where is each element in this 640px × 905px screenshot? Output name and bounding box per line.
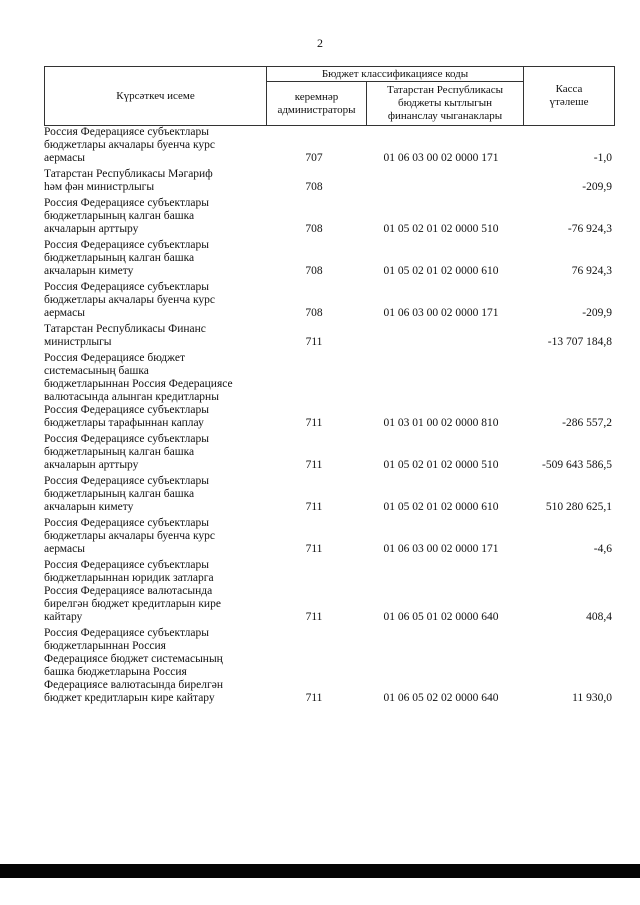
header-source-line-1: Татарстан Республикасы	[387, 84, 503, 96]
indicator-name-line: кайтару	[44, 611, 83, 623]
table-row	[44, 517, 614, 556]
indicator-name-line: аермасы	[44, 543, 85, 555]
header-deficit-sources	[367, 82, 524, 126]
indicator-name-line: бюджетларының калган башка	[44, 210, 195, 222]
indicator-name	[44, 517, 262, 556]
indicator-name-line: акчаларын арттыру	[44, 223, 139, 235]
indicator-name-line: аермасы	[44, 307, 85, 319]
indicator-name-line: бюджетларының калган башка	[44, 488, 195, 500]
indicator-name	[44, 433, 262, 472]
cash-execution-amount: -1,0	[593, 152, 612, 164]
budget-source-code: 01 06 03 00 02 0000 171	[383, 543, 499, 555]
indicator-name-line: Россия Федерациясе субъектлары	[44, 433, 210, 445]
indicator-name-line: бюджетлары акчалары буенча курс	[44, 139, 216, 151]
indicator-name-line: һәм фән министрлыгы	[44, 181, 155, 193]
table-row	[44, 239, 614, 278]
indicator-name-line: Россия Федерациясе субъектлары	[44, 627, 210, 639]
page-number: 2	[317, 36, 323, 50]
revenue-admin-code: 708	[305, 265, 323, 277]
table-row	[44, 352, 614, 430]
cash-execution-amount: -209,9	[582, 181, 612, 193]
indicator-name-line: башка бюджетларына Россия	[44, 666, 187, 678]
indicator-name	[44, 323, 262, 349]
indicator-name-line: бюджетларының калган башка	[44, 252, 195, 264]
indicator-name-line: аермасы	[44, 152, 85, 164]
header-admin-line-2: администраторы	[277, 103, 356, 116]
indicator-name-line: бюджетларының калган башка	[44, 446, 195, 458]
budget-source-code: 01 05 02 01 02 0000 610	[383, 501, 499, 513]
budget-source-code: 01 06 05 01 02 0000 640	[383, 611, 499, 623]
cash-execution-amount: -76 924,3	[567, 223, 612, 235]
indicator-name-line: Россия Федерациясе субъектлары	[44, 404, 210, 416]
indicator-name-line: Россия Федерациясе субъектлары	[44, 197, 210, 209]
indicator-name-line: Россия Федерациясе субъектлары	[44, 475, 210, 487]
budget-source-code: 01 06 03 00 02 0000 171	[383, 307, 499, 319]
header-indicator-name: Күрсәткеч исеме	[45, 67, 267, 126]
table-row	[44, 433, 614, 472]
indicator-name	[44, 352, 262, 430]
indicator-name	[44, 475, 262, 514]
indicator-name	[44, 281, 262, 320]
table-row	[44, 627, 614, 705]
budget-source-code: 01 05 02 01 02 0000 510	[383, 223, 499, 235]
indicator-name-line: системасының башка	[44, 365, 149, 377]
indicator-name-line: Татарстан Республикасы Мәгариф	[44, 168, 213, 180]
revenue-admin-code: 711	[305, 692, 323, 704]
table-body	[44, 126, 614, 708]
indicator-name-line: Федерациясе валютасында бирелгән	[44, 679, 223, 691]
indicator-name-line: бюджетларыннан Россия	[44, 640, 166, 652]
header-revenue-admin	[267, 82, 367, 126]
budget-source-code: 01 03 01 00 02 0000 810	[383, 417, 499, 429]
budget-source-code: 01 06 05 02 02 0000 640	[383, 692, 499, 704]
table-row	[44, 168, 614, 194]
revenue-admin-code: 711	[305, 417, 323, 429]
indicator-name	[44, 239, 262, 278]
table-row	[44, 197, 614, 236]
indicator-name-line: министрлыгы	[44, 336, 112, 348]
indicator-name-line: бюджет кредитларын кире кайтару	[44, 692, 215, 704]
table-row	[44, 126, 614, 165]
cash-execution-amount: -209,9	[582, 307, 612, 319]
indicator-name-line: Татарстан Республикасы Финанс	[44, 323, 206, 335]
indicator-name-line: Россия Федерациясе субъектлары	[44, 239, 210, 251]
cash-execution-amount: 510 280 625,1	[545, 501, 612, 513]
indicator-name	[44, 559, 262, 624]
table-header	[44, 66, 615, 126]
cash-execution-amount: -13 707 184,8	[547, 336, 612, 348]
indicator-name-line: Россия Федерациясе субъектлары	[44, 281, 210, 293]
indicator-name-line: Россия Федерациясе бюджет	[44, 352, 185, 364]
cash-execution-amount: -509 643 586,5	[542, 459, 612, 471]
indicator-name-line: акчаларын арттыру	[44, 459, 139, 471]
table-row	[44, 475, 614, 514]
scan-bottom-edge	[0, 864, 640, 878]
cash-execution-amount: 408,4	[586, 611, 612, 623]
indicator-name-line: бюджетлары акчалары буенча курс	[44, 530, 216, 542]
header-source-line-3: финанслау чыганаклары	[387, 110, 503, 122]
indicator-name-line: бюджетлары акчалары буенча курс	[44, 294, 216, 306]
indicator-name-line: Россия Федерациясе субъектлары	[44, 126, 210, 138]
header-budget-code-group: Бюджет классификациясе коды	[267, 67, 524, 82]
indicator-name-line: бюджетларыннан юридик затларга	[44, 572, 214, 584]
header-source-line-2: бюджеты кытлыгын	[397, 97, 493, 109]
table-row	[44, 281, 614, 320]
indicator-name	[44, 126, 262, 165]
cash-execution-amount: -286 557,2	[562, 417, 612, 429]
budget-source-code: 01 06 03 00 02 0000 171	[383, 152, 499, 164]
indicator-name-line: акчаларын кимету	[44, 501, 134, 513]
revenue-admin-code: 711	[305, 501, 323, 513]
cash-execution-amount: 11 930,0	[572, 692, 612, 704]
header-cash-line-1: Касса	[555, 83, 583, 95]
revenue-admin-code: 711	[305, 611, 323, 623]
header-cash-execution	[524, 67, 615, 126]
indicator-name-line: бирелгән бюджет кредитларын кире	[44, 598, 221, 610]
indicator-name-line: бюджетларыннан Россия Федерациясе	[44, 378, 233, 390]
indicator-name	[44, 168, 262, 194]
indicator-name-line: Россия Федерациясе субъектлары	[44, 559, 210, 571]
cash-execution-amount: -4,6	[593, 543, 612, 555]
revenue-admin-code: 708	[305, 181, 323, 193]
revenue-admin-code: 711	[305, 459, 323, 471]
cash-execution-amount: 76 924,3	[571, 265, 612, 277]
budget-source-code: 01 05 02 01 02 0000 510	[383, 459, 499, 471]
revenue-admin-code: 707	[305, 152, 323, 164]
budget-source-code: 01 05 02 01 02 0000 610	[383, 265, 499, 277]
revenue-admin-code: 708	[305, 307, 323, 319]
indicator-name-line: валютасында алынган кредитларны	[44, 391, 219, 403]
table-row	[44, 559, 614, 624]
revenue-admin-code: 711	[305, 336, 323, 348]
indicator-name-line: акчаларын кимету	[44, 265, 134, 277]
indicator-name-line: бюджетлары тарафыннан каплау	[44, 417, 204, 429]
table-row	[44, 323, 614, 349]
indicator-name-line: Федерациясе бюджет системасының	[44, 653, 223, 665]
indicator-name	[44, 197, 262, 236]
header-cash-line-2: үтәлеше	[549, 96, 589, 108]
indicator-name-line: Россия Федерациясе валютасында	[44, 585, 213, 597]
header-admin-line-1: керемнәр	[294, 90, 339, 103]
indicator-name-line: Россия Федерациясе субъектлары	[44, 517, 210, 529]
revenue-admin-code: 708	[305, 223, 323, 235]
indicator-name	[44, 627, 262, 705]
revenue-admin-code: 711	[305, 543, 323, 555]
